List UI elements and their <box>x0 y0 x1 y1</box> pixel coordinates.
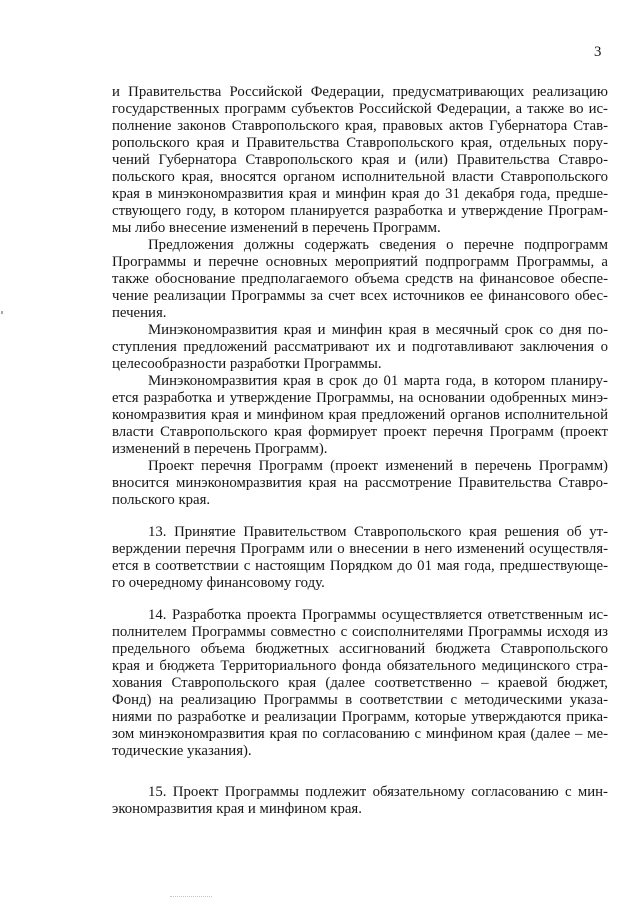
text-line: края и бюджета Территориального фонда обязательного медицинского стра- <box>112 658 608 674</box>
paragraph-list-formation <box>112 373 608 458</box>
text-line: польского края. <box>112 492 211 508</box>
text-line: 15. Проект Программы подлежит обязательному согласованию с мин- <box>148 784 608 800</box>
text-line: чений Губернатора Ставропольского края и (или) Правительства Ставро- <box>112 152 608 168</box>
text-line: ется в соответствии с настоящим Порядком до 01 мая года, предшествующе- <box>112 558 608 574</box>
paragraph-proposals-content <box>112 237 608 322</box>
text-line: экономразвития края и минфином края. <box>112 801 362 817</box>
text-line: 14. Разработка проекта Программы осуществляется ответственным ис- <box>148 607 608 623</box>
clause-13 <box>112 524 608 592</box>
text-line: чение реализации Программы за счет всех источников ее финансового обес- <box>112 288 608 304</box>
paragraph-review-period <box>112 322 608 373</box>
page-number: 3 <box>594 44 602 60</box>
text-line: хования Ставропольского края (далее соответственно – краевой бюджет, <box>112 675 608 691</box>
text-line: полнителем Программы совместно с соисполнителями Программы исходя из <box>112 624 608 640</box>
text-line: и Правительства Российской Федерации, предусматривающих реализацию <box>112 84 608 100</box>
text-line: Программы и перечне основных мероприятий подпрограмм Программы, а <box>112 254 608 270</box>
text-line: ропольского края и Правительства Ставропольского края, отдельных пору- <box>112 135 608 151</box>
text-line: государственных программ субъектов Российской Федерации, а также во ис- <box>112 101 608 117</box>
text-line: печения. <box>112 305 167 321</box>
text-line: Фонд) на реализацию Программы в соответствии с методическими указа- <box>112 692 608 708</box>
text-line: го очередному финансовому году. <box>112 575 325 591</box>
text-line: 13. Принятие Правительством Ставропольского края решения об ут- <box>148 524 608 540</box>
scan-artifact-mark <box>1 311 3 314</box>
text-line: целесообразности разработки Программы. <box>112 356 382 372</box>
text-line: ниями по разработке и реализации Программ, которые утверждаются прика- <box>112 709 608 725</box>
text-line: также обоснование предполагаемого объема средств на финансовое обеспе- <box>112 271 608 287</box>
text-line: мы либо внесение изменений в перечень Программ. <box>112 220 441 236</box>
paragraph-continuation <box>112 84 608 237</box>
text-line: Предложения должны содержать сведения о перечне подпрограмм <box>148 237 608 253</box>
text-line: ется разработка и утверждение Программы, на основании одобренных минэ- <box>112 390 608 406</box>
text-line: тодические указания). <box>112 743 252 759</box>
text-line: польского края, вносятся органом исполнительной власти Ставропольского <box>112 169 608 185</box>
text-line: Минэкономразвития края в срок до 01 марта года, в котором планиру- <box>148 373 608 389</box>
clause-14 <box>112 607 608 760</box>
text-line: края в минэкономразвития края и минфин края до 31 декабря года, предше- <box>112 186 608 202</box>
document-body <box>112 84 608 818</box>
text-line: ступления предложений рассматривают их и подготавливают заключения о <box>112 339 608 355</box>
text-line: полнение законов Ставропольского края, правовых актов Губернатора Став- <box>112 118 608 134</box>
text-line: Минэкономразвития края и минфин края в месячный срок со дня по- <box>148 322 608 338</box>
text-line: зом минэкономразвития края по согласованию с минфином края (далее – ме- <box>112 726 608 742</box>
text-line: кономразвития края и минфином края предложений органов исполнительной <box>112 407 608 423</box>
text-line: верждении перечня Программ или о внесении в него изменений осуществля- <box>112 541 608 557</box>
text-line: власти Ставропольского края формирует проект перечня Программ (проект <box>112 424 608 440</box>
paragraph-list-submission <box>112 458 608 509</box>
text-line: предельного объема бюджетных ассигнований бюджета Ставропольского <box>112 641 608 657</box>
text-line: изменений в перечень Программ). <box>112 441 328 457</box>
text-line: ствующего году, в котором планируется разработка и утверждение Програм- <box>112 203 608 219</box>
text-line: Проект перечня Программ (проект изменений в перечень Программ) <box>148 458 608 474</box>
text-line: вносится минэкономразвития края на рассмотрение Правительства Ставро- <box>112 475 608 491</box>
scan-artifact-line <box>170 896 212 897</box>
clause-15 <box>112 784 608 818</box>
